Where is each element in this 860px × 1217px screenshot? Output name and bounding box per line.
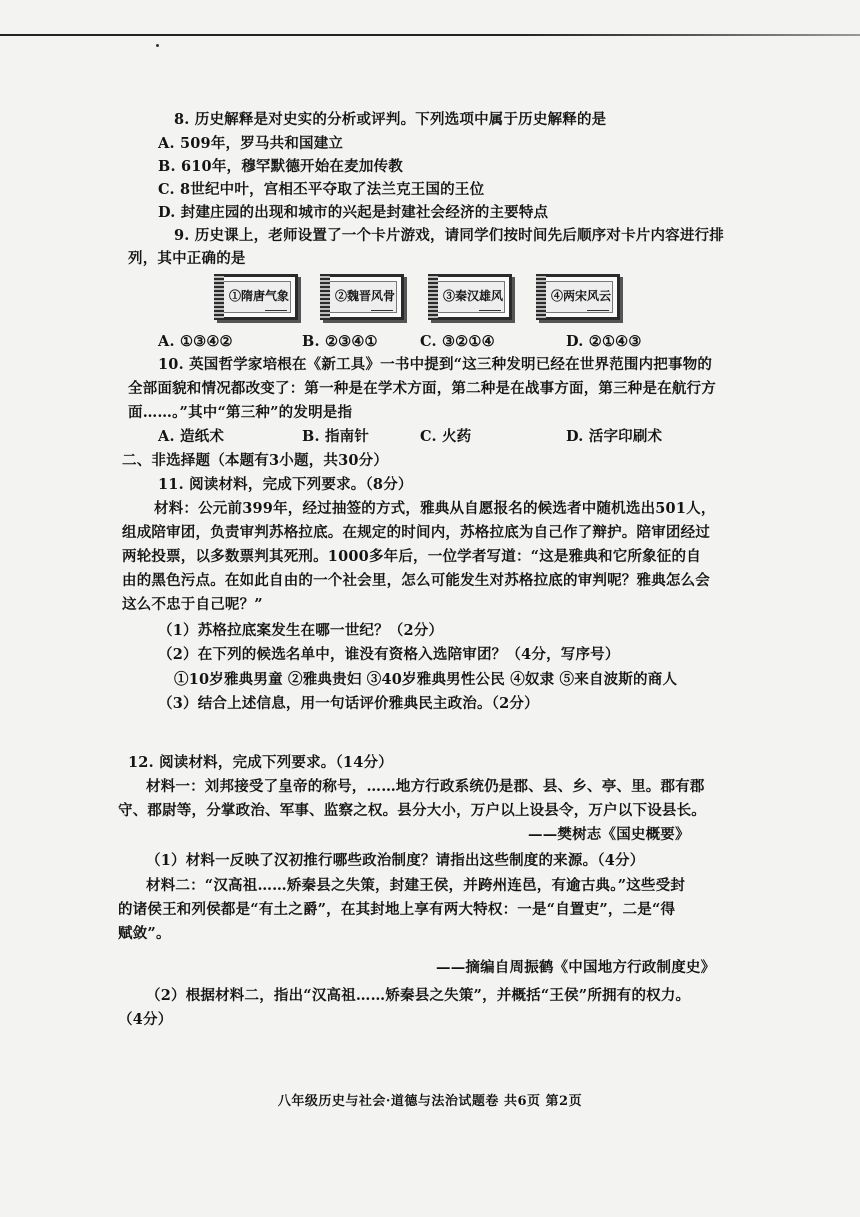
q11-material-line1: 材料：公元前399年，经过抽签的方式，雅典从自愿报名的候选者中随机选出501人， [154, 500, 716, 517]
q12-material2-source: ——摘编自周振鹤《中国地方行政制度史》 [436, 959, 716, 976]
q10-line3: 面……。”其中“第三种”的发明是指 [128, 404, 353, 421]
q11-material-line4: 由的黑色污点。在如此自由的一个社会里，怎么可能发生对苏格拉底的审判呢？雅典怎么会 [122, 572, 710, 589]
q12-sub1: （1）材料一反映了汉初推行哪些政治制度？请指出这些制度的来源。（4分） [146, 852, 645, 869]
q8-option-a: A. 509年，罗马共和国建立 [158, 135, 344, 152]
card-label: ③秦汉雄风 [443, 289, 504, 303]
q12-sub2-line2: （4分） [118, 1011, 173, 1028]
card-label: ④两宋风云 [551, 289, 612, 303]
q10-line2: 全部面貌和情况都改变了：第一种是在学术方面，第二种是在战事方面，第三种是在航行方 [128, 380, 716, 397]
q10-option-c: C. 火药 [420, 428, 472, 445]
q12-material1-line1: 材料一：刘邦接受了皇帝的称号，……地方行政系统仍是郡、县、乡、亭、里。郡有郡 [146, 778, 705, 795]
q8-option-b: B. 610年，穆罕默德开始在麦加传教 [158, 158, 403, 175]
q11-sub2: （2）在下列的候选名单中，谁没有资格入选陪审团？（4分，写序号） [158, 646, 620, 663]
q11-material-line3: 两轮投票，以多数票判其死刑。1000多年后，一位学者写道：“这是雅典和它所象征的自 [122, 548, 701, 565]
q12-sub2-line1: （2）根据材料二，指出“汉高祖……矫秦县之失策”，并概括“王侯”所拥有的权力。 [146, 987, 691, 1004]
history-card [536, 274, 620, 320]
q11-sub3: （3）结合上述信息，用一句话评价雅典民主政治。（2分） [158, 695, 539, 712]
history-card [214, 274, 298, 320]
q12-heading: 12. 阅读材料，完成下列要求。（14分） [128, 754, 393, 771]
q10-line1: 10. 英国哲学家培根在《新工具》一书中提到“这三种发明已经在世界范围内把事物的 [158, 356, 713, 373]
q11-sub1: （1）苏格拉底案发生在哪一世纪？（2分） [158, 622, 444, 639]
history-card [320, 274, 404, 320]
q11-material-line5: 这么不忠于自己呢？” [122, 596, 263, 613]
q12-material1-source: ——樊树志《国史概要》 [528, 826, 690, 843]
card-label: ②魏晋风骨 [335, 289, 396, 303]
q9-stem-line1: 9. 历史课上，老师设置了一个卡片游戏，请同学们按时间先后顺序对卡片内容进行排 [174, 227, 724, 244]
q8-option-c: C. 8世纪中叶，宫相丕平夺取了法兰克王国的王位 [158, 181, 485, 198]
q9-option-d: D. ②①④③ [566, 333, 642, 350]
section-2-heading: 二、非选择题（本题有3小题，共30分） [122, 452, 389, 469]
history-card [428, 274, 512, 320]
q8-stem: 8. 历史解释是对史实的分析或评判。下列选项中属于历史解释的是 [174, 111, 607, 128]
card-label: ①隋唐气象 [229, 289, 290, 303]
q10-option-d: D. 活字印刷术 [566, 428, 663, 445]
q11-candidate-options: ①10岁雅典男童 ②雅典贵妇 ③40岁雅典男性公民 ④奴隶 ⑤来自波斯的商人 [174, 671, 678, 688]
q11-material-line2: 组成陪审团，负责审判苏格拉底。在规定的时间内，苏格拉底为自己作了辩护。陪审团经过 [122, 524, 710, 541]
page-footer: 八年级历史与社会·道德与法治试题卷 共6页 第2页 [277, 1094, 583, 1109]
q9-option-c: C. ③②①④ [420, 333, 495, 350]
q10-option-b: B. 指南针 [302, 428, 370, 445]
q11-heading: 11. 阅读材料，完成下列要求。（8分） [158, 476, 413, 493]
q12-material2-line1: 材料二：“汉高祖……矫秦县之失策，封建王侯，并跨州连邑，有逾古典。”这些受封 [146, 877, 686, 894]
q12-material2-line2: 的诸侯王和列侯都是“有土之爵”，在其封地上享有两大特权：一是“自置吏”，二是“得 [118, 901, 676, 918]
q12-material1-line2: 守、郡尉等，分掌政治、军事、监察之权。县分大小，万户以上设县令，万户以下设县长。 [118, 802, 706, 819]
q10-option-a: A. 造纸术 [158, 428, 225, 445]
q12-material2-line3: 赋敛”。 [118, 925, 171, 942]
q8-option-d: D. 封建庄园的出现和城市的兴起是封建社会经济的主要特点 [158, 204, 549, 221]
q9-option-b: B. ②③④① [302, 333, 378, 350]
q9-option-a: A. ①③④② [158, 333, 233, 350]
q9-stem-line2: 列，其中正确的是 [128, 250, 246, 267]
